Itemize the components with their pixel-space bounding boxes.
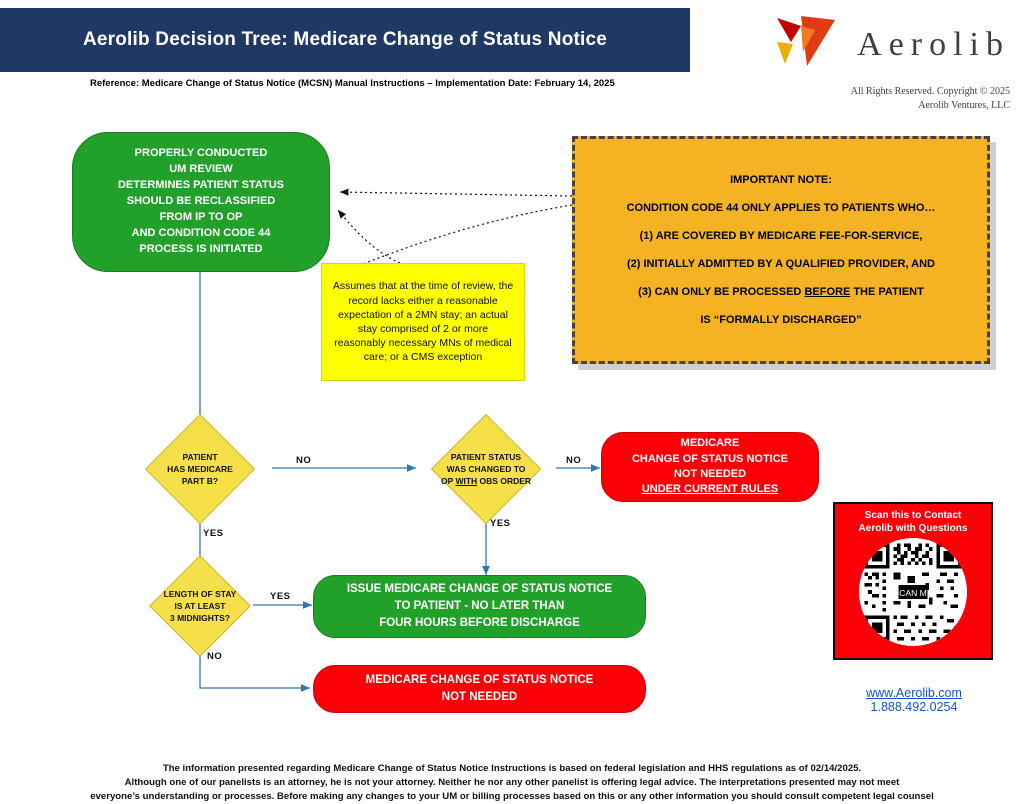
part-b-line-1: PATIENT [182, 451, 218, 462]
edge-label-los-yes: YES [270, 591, 291, 602]
obs-line-3 [441, 475, 531, 487]
issue-line-2: TO PATIENT - NO LATER THAN [394, 599, 565, 612]
qr-code-block[interactable] [833, 502, 993, 660]
aerolib-logo-icon [771, 12, 843, 77]
obs-line-3-with: WITH [455, 476, 478, 487]
qr-caption-line-1: Scan this to Contact [864, 510, 962, 521]
decision-status-changed-obs-order [416, 434, 556, 504]
los-line-2: IS AT LEAST [174, 600, 226, 611]
los-line-1: LENGTH OF STAY [163, 588, 237, 599]
note-assumption [321, 263, 525, 381]
disclaimer-footer [40, 762, 984, 804]
decision-medicare-part-b [128, 434, 272, 504]
title-bar [0, 8, 690, 72]
outcome-not-needed [313, 665, 646, 713]
start-line-5: FROM IP TO OP [159, 210, 243, 223]
svg-text:SCAN ME: SCAN ME [893, 587, 933, 598]
phone-number: 1.888.492.0254 [870, 700, 958, 714]
reference-line: Reference: Medicare Change of Status Notice (MCSN) Manual Instructions – Implementation Date: February 14, 2025 [90, 78, 615, 89]
edge-label-part-b-yes: YES [203, 528, 224, 539]
issue-line-1: ISSUE MEDICARE CHANGE OF STATUS NOTICE [346, 582, 613, 595]
nncr-line-2: CHANGE OF STATUS NOTICE [631, 452, 789, 465]
part-b-line-2: HAS MEDICARE [167, 463, 233, 474]
obs-line-3-c: OBS ORDER [477, 476, 532, 487]
edge-label-part-b-no: NO [296, 455, 312, 466]
website-link[interactable]: www.Aerolib.com [866, 686, 962, 700]
obs-line-3-a: OP [440, 476, 456, 487]
footer-line-1: The information presented regarding Medicare Change of Status Notice Instructions is based on federal legislation and HHS regulations as of 02/14/2025. [162, 763, 862, 774]
obs-line-1: PATIENT STATUS [450, 451, 522, 462]
brand-name: Aerolib [857, 25, 1010, 63]
important-line-2: (1) ARE COVERED BY MEDICARE FEE-FOR-SERVICE, [639, 230, 923, 242]
edge-label-los-no: NO [207, 651, 223, 662]
start-line-1: PROPERLY CONDUCTED [134, 147, 268, 160]
part-b-line-3: PART B? [181, 476, 219, 487]
important-heading: IMPORTANT NOTE: [730, 174, 832, 186]
important-note-box [572, 136, 990, 364]
start-line-4: SHOULD BE RECLASSIFIED [126, 195, 276, 208]
start-line-2: UM REVIEW [169, 163, 233, 176]
edge-label-obs-no: NO [566, 455, 582, 466]
footer-line-3: everyone’s understanding or processes. Before making any changes to your UM or billing processes based on this or any other information you should consult competent legal counsel [90, 790, 934, 802]
important-line-4-a: (3) CAN ONLY BE PROCESSED [638, 286, 805, 298]
brand-block [710, 12, 1010, 112]
contact-block [833, 686, 995, 714]
node-um-review-start [72, 132, 330, 272]
nn-line-1: MEDICARE CHANGE OF STATUS NOTICE [365, 674, 594, 687]
start-line-7: PROCESS IS INITIATED [139, 242, 263, 255]
qr-caption-line-2: Aerolib with Questions [858, 522, 968, 534]
qr-code-svg [861, 540, 965, 644]
footer-line-2: Although one of our panelists is an attorney, he is not your attorney. Neither he nor any other panelist is offering legal advice. The interpretations presented may not meet [124, 776, 900, 788]
outcome-not-needed-current-rules [601, 432, 819, 502]
outcome-issue-notice [313, 575, 646, 638]
copyright-line-1: All Rights Reserved. Copyright © 2025 [850, 86, 1010, 97]
important-line-4-before: BEFORE [804, 286, 851, 298]
nn-line-2: NOT NEEDED [441, 691, 518, 703]
important-line-4 [593, 286, 969, 298]
start-line-6: AND CONDITION CODE 44 [131, 226, 271, 239]
copyright-line-2: Aerolib Ventures, LLC [918, 99, 1010, 111]
important-line-1: CONDITION CODE 44 ONLY APPLIES TO PATIENTS WHO… [626, 202, 936, 214]
edge-label-obs-yes: YES [490, 518, 511, 529]
issue-line-3: FOUR HOURS BEFORE DISCHARGE [379, 617, 580, 630]
nncr-line-1: MEDICARE [680, 437, 740, 450]
decision-length-of-stay [128, 573, 272, 639]
qr-code-icon[interactable] [859, 538, 967, 646]
important-line-3: (2) INITIALLY ADMITTED BY A QUALIFIED PROVIDER, AND [626, 258, 936, 270]
page-title: Aerolib Decision Tree: Medicare Change of Status Notice [82, 29, 608, 50]
nncr-line-4: UNDER CURRENT RULES [641, 483, 779, 496]
important-line-4-c: THE PATIENT [850, 286, 924, 298]
nncr-line-3: NOT NEEDED [673, 468, 747, 480]
important-line-5: IS “FORMALLY DISCHARGED” [700, 314, 862, 326]
obs-line-2: WAS CHANGED TO [446, 463, 526, 474]
los-line-3: 3 MIDNIGHTS? [170, 613, 230, 624]
note-assumption-text: Assumes that at the time of review, the record lacks either a reasonable expectation of a 2MN stay; an actual stay comprised of 2 or more reasonably necessary MNs of medical care; or a CMS exception [332, 280, 514, 364]
start-line-3: DETERMINES PATIENT STATUS [117, 179, 285, 192]
